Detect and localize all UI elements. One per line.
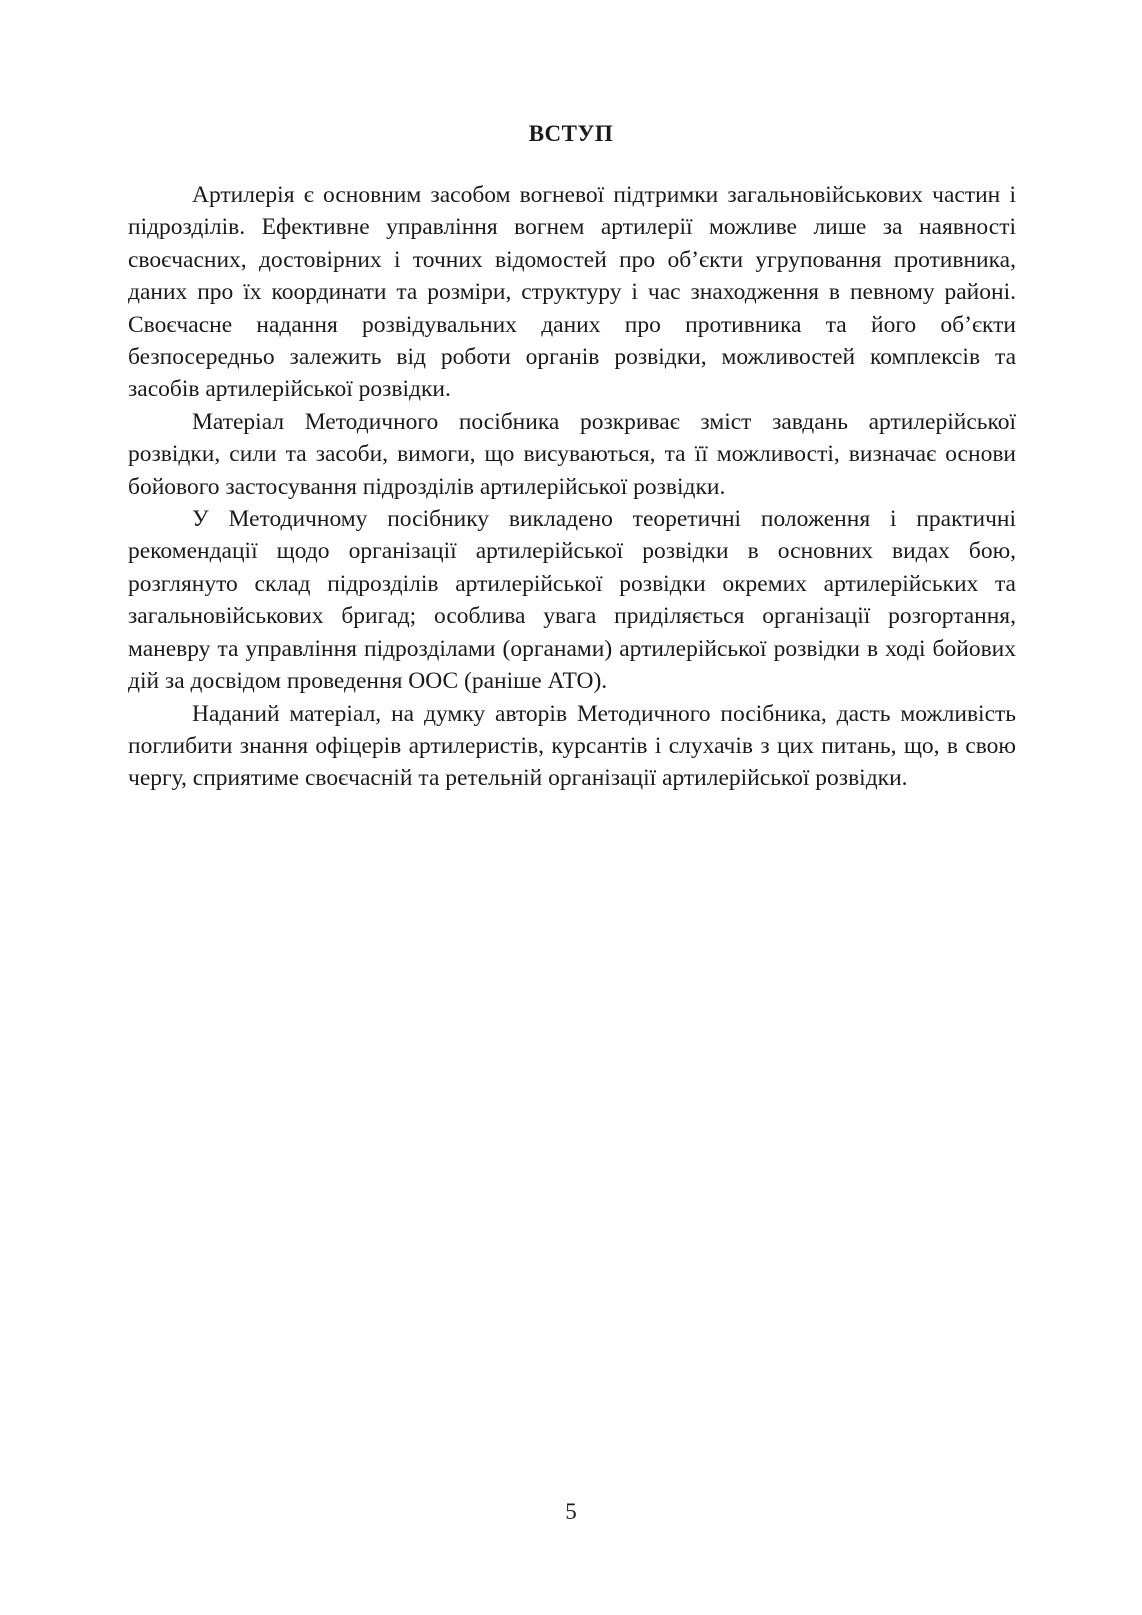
page-number: 5	[565, 1499, 577, 1524]
section-heading: ВСТУП	[528, 121, 614, 146]
paragraph-1: Артилерія є основним засобом вогневої підтримки загальновійськових частин і підрозділів. Ефективне управління вогнем артилерії можливе лише за наявності своєчасних, достовірних і точних відомостей про об’єкти угруповання противника, даних про їх координати та розміри, структуру і час знаходження в певному районі. Своєчасне надання розвідувальних даних про противника та його об’єкти безпосередньо залежить від роботи органів розвідки, можливостей комплексів та засобів артилерійської розвідки.	[128, 182, 1016, 403]
paragraph-4: Наданий матеріал, на думку авторів Методичного посібника, дасть можливість поглибити знання офіцерів артилеристів, курсантів і слухачів з цих питань, що, в свою чергу, сприятиме своєчасній та ретельній організації артилерійської розвідки.	[128, 700, 1016, 792]
paragraph-3: У Методичному посібнику викладено теоретичні положення і практичні рекомендації щодо організації артилерійської розвідки в основних видах бою, розглянуто склад підрозділів артилерійської розвідки окремих артилерійських та загальновійськових бригад; особлива увага приділяється організації розгортання, маневру та управління підрозділами (органами) артилерійської розвідки в ході бойових дій за досвідом проведення ООС (раніше АТО).	[128, 506, 1016, 695]
body-text	[128, 179, 1016, 795]
paragraph-2: Матеріал Методичного посібника розкриває зміст завдань артилерійської розвідки, сили та засоби, вимоги, що висуваються, та її можливості, визначає основи бойового застосування підрозділів артилерійської розвідки.	[128, 408, 1016, 500]
